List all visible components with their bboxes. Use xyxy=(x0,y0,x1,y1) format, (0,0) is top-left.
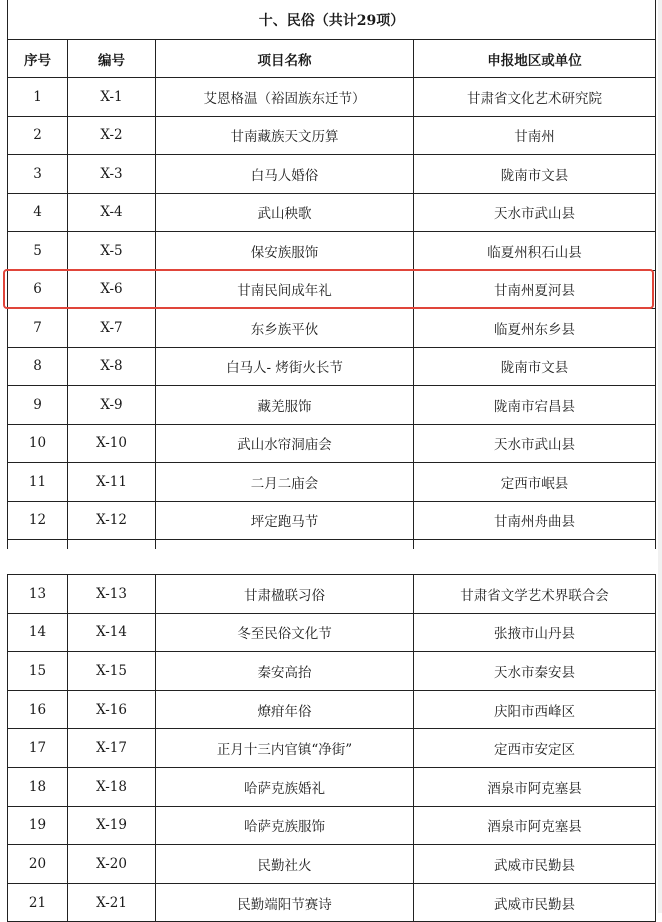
table-row xyxy=(8,690,656,729)
cell-region: 临夏州积石山县 xyxy=(414,232,656,271)
cell-region: 陇南市文县 xyxy=(414,155,656,194)
cell-index: 3 xyxy=(8,155,68,194)
table-row xyxy=(8,232,656,271)
table-row xyxy=(8,309,656,348)
cell-index: 13 xyxy=(8,575,68,614)
cell-region: 甘肃省文化艺术研究院 xyxy=(414,78,656,117)
table-row xyxy=(8,424,656,463)
cell-index: 19 xyxy=(8,806,68,845)
cell-project-name: 武山秧歌 xyxy=(156,193,414,232)
cell-project-name: 艾恩格温（裕固族东迁节） xyxy=(156,78,414,117)
cell-region: 天水市武山县 xyxy=(414,193,656,232)
cell-region: 天水市秦安县 xyxy=(414,652,656,691)
table-row xyxy=(8,347,656,386)
table-row-cutoff xyxy=(8,540,656,550)
cell-code: X-11 xyxy=(68,463,156,502)
cell-index: 10 xyxy=(8,424,68,463)
cell-region: 甘肃省文学艺术界联合会 xyxy=(414,575,656,614)
cell-code: X-1 xyxy=(68,78,156,117)
cell-project-name: 甘南藏族天文历算 xyxy=(156,116,414,155)
table-row xyxy=(8,652,656,691)
page-break-gap xyxy=(0,553,662,573)
cell-code: X-21 xyxy=(68,883,156,922)
cell-project-name: 哈萨克族服饰 xyxy=(156,806,414,845)
cell-index: 6 xyxy=(8,270,68,309)
cell-region: 庆阳市西峰区 xyxy=(414,690,656,729)
cell-region: 临夏州东乡县 xyxy=(414,309,656,348)
cell-index: 9 xyxy=(8,386,68,425)
cell-code: X-15 xyxy=(68,652,156,691)
column-header-project-name: 项目名称 xyxy=(156,40,414,78)
heritage-table-part2 xyxy=(7,574,656,922)
cell-index: 4 xyxy=(8,193,68,232)
table-row xyxy=(8,193,656,232)
cell-project-name: 冬至民俗文化节 xyxy=(156,613,414,652)
cell-code: X-7 xyxy=(68,309,156,348)
cell-region: 陇南市宕昌县 xyxy=(414,386,656,425)
table-row xyxy=(8,883,656,922)
cell-empty xyxy=(414,540,656,550)
cell-project-name: 白马人- 烤街火长节 xyxy=(156,347,414,386)
cell-code: X-4 xyxy=(68,193,156,232)
cell-region: 天水市武山县 xyxy=(414,424,656,463)
cell-region: 武威市民勤县 xyxy=(414,883,656,922)
highlighted-row-outline xyxy=(3,269,654,309)
cell-code: X-17 xyxy=(68,729,156,768)
cell-region: 酒泉市阿克塞县 xyxy=(414,806,656,845)
cell-project-name: 正月十三内官镇“净街” xyxy=(156,729,414,768)
cell-code: X-3 xyxy=(68,155,156,194)
cell-region: 甘南州夏河县 xyxy=(414,270,656,309)
cell-region: 定西市安定区 xyxy=(414,729,656,768)
cell-project-name: 二月二庙会 xyxy=(156,463,414,502)
table-row xyxy=(8,78,656,117)
cell-code: X-9 xyxy=(68,386,156,425)
cell-region: 陇南市文县 xyxy=(414,347,656,386)
cell-project-name: 武山水帘洞庙会 xyxy=(156,424,414,463)
table-row xyxy=(8,155,656,194)
cell-region: 武威市民勤县 xyxy=(414,845,656,884)
cell-index: 5 xyxy=(8,232,68,271)
cell-code: X-18 xyxy=(68,767,156,806)
table-row xyxy=(8,501,656,540)
cell-project-name: 白马人婚俗 xyxy=(156,155,414,194)
cell-index: 1 xyxy=(8,78,68,117)
section-title: 十、民俗（共计29项） xyxy=(8,0,656,40)
cell-project-name: 保安族服饰 xyxy=(156,232,414,271)
cell-project-name: 燎疳年俗 xyxy=(156,690,414,729)
cell-code: X-14 xyxy=(68,613,156,652)
cell-index: 16 xyxy=(8,690,68,729)
cell-index: 2 xyxy=(8,116,68,155)
cell-index: 15 xyxy=(8,652,68,691)
cell-project-name: 东乡族平伙 xyxy=(156,309,414,348)
cell-index: 17 xyxy=(8,729,68,768)
cell-project-name: 藏羌服饰 xyxy=(156,386,414,425)
cell-project-name: 民勤端阳节赛诗 xyxy=(156,883,414,922)
cell-index: 12 xyxy=(8,501,68,540)
table-row xyxy=(8,386,656,425)
scrollbar-track[interactable] xyxy=(658,0,662,913)
cell-project-name: 甘肃楹联习俗 xyxy=(156,575,414,614)
cell-project-name: 民勤社火 xyxy=(156,845,414,884)
cell-empty xyxy=(8,540,68,550)
cell-code: X-16 xyxy=(68,690,156,729)
cell-empty xyxy=(156,540,414,550)
column-header-region: 申报地区或单位 xyxy=(414,40,656,78)
cell-region: 甘南州舟曲县 xyxy=(414,501,656,540)
cell-project-name: 秦安高抬 xyxy=(156,652,414,691)
cell-index: 18 xyxy=(8,767,68,806)
cell-code: X-10 xyxy=(68,424,156,463)
table-row xyxy=(8,767,656,806)
cell-project-name: 坪定跑马节 xyxy=(156,501,414,540)
table-row xyxy=(8,806,656,845)
cell-code: X-8 xyxy=(68,347,156,386)
cell-code: X-5 xyxy=(68,232,156,271)
table-row xyxy=(8,116,656,155)
cell-project-name: 甘南民间成年礼 xyxy=(156,270,414,309)
cell-code: X-20 xyxy=(68,845,156,884)
cell-project-name: 哈萨克族婚礼 xyxy=(156,767,414,806)
column-header-index: 序号 xyxy=(8,40,68,78)
cell-index: 8 xyxy=(8,347,68,386)
cell-code: X-19 xyxy=(68,806,156,845)
cell-index: 7 xyxy=(8,309,68,348)
table-row xyxy=(8,613,656,652)
table-row xyxy=(8,463,656,502)
table-row xyxy=(8,845,656,884)
cell-code: X-6 xyxy=(68,270,156,309)
cell-code: X-13 xyxy=(68,575,156,614)
cell-index: 14 xyxy=(8,613,68,652)
cell-region: 酒泉市阿克塞县 xyxy=(414,767,656,806)
table-row xyxy=(8,729,656,768)
cell-code: X-2 xyxy=(68,116,156,155)
cell-code: X-12 xyxy=(68,501,156,540)
table-row xyxy=(8,575,656,614)
cell-region: 甘南州 xyxy=(414,116,656,155)
cell-index: 11 xyxy=(8,463,68,502)
cell-index: 21 xyxy=(8,883,68,922)
cell-region: 张掖市山丹县 xyxy=(414,613,656,652)
column-header-code: 编号 xyxy=(68,40,156,78)
cell-index: 20 xyxy=(8,845,68,884)
cell-empty xyxy=(68,540,156,550)
cell-region: 定西市岷县 xyxy=(414,463,656,502)
